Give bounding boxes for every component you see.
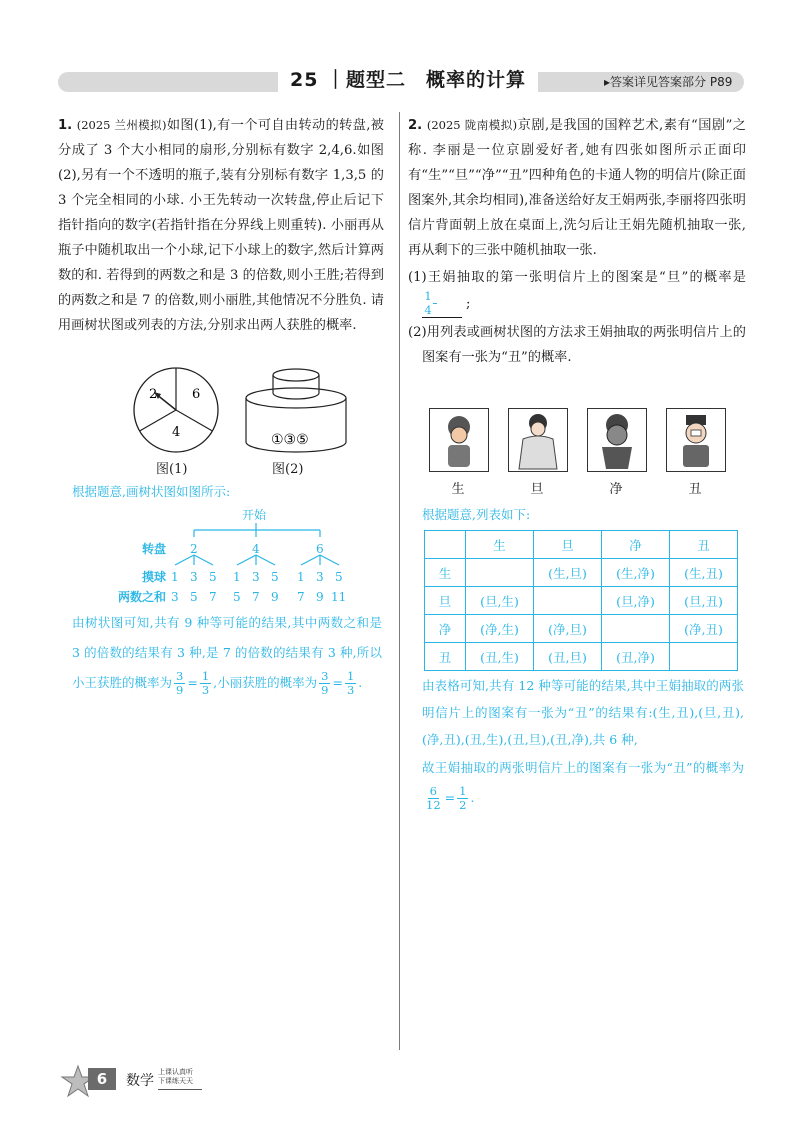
card-label: 旦 bbox=[530, 482, 544, 497]
figure-1-caption: 图(1) bbox=[156, 462, 188, 477]
question-1-answer-intro: 根据题意,画树状图如图所示: bbox=[72, 484, 231, 499]
question-2-answer-intro: 根据题意,列表如下: bbox=[422, 507, 531, 522]
table-row: 丑 (丑,生) (丑,旦) (丑,净) bbox=[425, 643, 738, 671]
tree-level2-node: 5 bbox=[271, 570, 279, 584]
tree-level2-node: 5 bbox=[335, 570, 343, 584]
tree-diagram bbox=[60, 505, 380, 609]
opera-card-chou bbox=[666, 408, 726, 472]
tree-sum-label: 两数之和 bbox=[118, 590, 167, 604]
figure-2-caption: 图(2) bbox=[272, 462, 304, 477]
tree-sum: 9 bbox=[316, 590, 324, 604]
tree-level2-label: 摸球 bbox=[142, 570, 167, 584]
tree-sum: 7 bbox=[209, 590, 217, 604]
page-number: 6 bbox=[88, 1068, 116, 1090]
answer-reference: ▸答案详见答案部分 P89 bbox=[604, 75, 733, 89]
question-2-sub2: (2)用列表或画树状图的方法求王娟抽取的两张明信片上的图案有一张为“丑”的概率. bbox=[408, 325, 746, 365]
question-2-sub1: (1)王娟抽取的第一张明信片上的图案是“旦”的概率是 $\frac{1}{4}$ ; bbox=[408, 270, 746, 317]
spinner-number: 4 bbox=[172, 425, 181, 440]
tree-level2-node: 1 bbox=[233, 570, 241, 584]
tree-sum: 7 bbox=[297, 590, 305, 604]
page-title: 25 ｜题型二 概率的计算 bbox=[278, 63, 538, 97]
opera-card-dan bbox=[508, 408, 568, 472]
opera-card-sheng bbox=[429, 408, 489, 472]
table-header-row: 生 旦 净 丑 bbox=[425, 531, 738, 559]
question-1-figures bbox=[120, 360, 350, 460]
spinner-figure bbox=[134, 368, 218, 452]
sheng-character-icon bbox=[430, 409, 488, 471]
tree-sum: 11 bbox=[331, 590, 347, 604]
tree-level2-node: 3 bbox=[252, 570, 260, 584]
tree-sum: 5 bbox=[190, 590, 198, 604]
tree-sum: 5 bbox=[233, 590, 241, 604]
table-row: 净 (净,生) (净,旦) (净,丑) bbox=[425, 615, 738, 643]
opera-card-jing bbox=[587, 408, 647, 472]
footer-divider bbox=[158, 1089, 202, 1090]
question-2-text: 2. (2025 陇南模拟)京剧,是我国的国粹艺术,素有“国剧”之称. 李丽是一位京剧爱好者,她有四张如图所示正面印有“生”“旦”“净”“丑”四种角色的卡通人物的明信片(除正面图案外,其余均相同),准备送给好友王娟两张,李丽将四张明信片背面朝上放在桌面上,洗匀后让王娟先随机抽取一张,再从剩下的三张中随机抽取一张. bbox=[408, 118, 746, 258]
tree-level1-label: 转盘 bbox=[142, 542, 167, 556]
tree-level2-node: 1 bbox=[297, 570, 305, 584]
jing-character-icon bbox=[588, 409, 646, 471]
tree-level1-node: 2 bbox=[190, 542, 198, 556]
chou-character-icon bbox=[667, 409, 725, 471]
question-1 bbox=[58, 113, 384, 338]
table-row: 生 (生,旦) (生,净) (生,丑) bbox=[425, 559, 738, 587]
tree-sum: 3 bbox=[171, 590, 179, 604]
ball-numbers: ①③⑤ bbox=[271, 432, 309, 448]
tree-level2-node: 3 bbox=[316, 570, 324, 584]
table-row: 旦 (旦,生) (旦,净) (旦,丑) bbox=[425, 587, 738, 615]
column-divider bbox=[399, 112, 400, 1050]
dan-character-icon bbox=[509, 409, 567, 471]
card-label: 生 bbox=[451, 482, 465, 497]
card-label: 丑 bbox=[688, 482, 702, 497]
tree-level2-node: 5 bbox=[209, 570, 217, 584]
tree-level1-node: 4 bbox=[252, 542, 260, 556]
spinner-number: 2 bbox=[149, 387, 158, 402]
outcome-table bbox=[424, 530, 738, 671]
tree-level1-node: 6 bbox=[316, 542, 324, 556]
tree-level2-node: 3 bbox=[190, 570, 198, 584]
question-1-text: 1. (2025 兰州模拟)如图(1),有一个可自由转动的转盘,被分成了 3 个大小相同的扇形,分别标有数字 2,4,6.如图(2),另有一个不透明的瓶子,装有分别标有数字 1,3,5 的 3 个完全相同的小球. 小王先转动一次转盘,停止后记下指针指向的数字(若指针指在分界线上则重转). 小丽再从瓶子中随机取出一个小球,记下小球上的数字,然后计算两数的和. 若得到的两数之和是 3 的倍数,则小王胜;若得到的两数之和是 7 的倍数,则小丽胜,其他情况不分胜负. 请用画树状图或列表的方法,分别求出两人获胜的概率. bbox=[58, 118, 384, 333]
card-label: 净 bbox=[609, 482, 623, 497]
spinner-number: 6 bbox=[192, 387, 201, 402]
tree-level2-node: 1 bbox=[171, 570, 179, 584]
question-2 bbox=[408, 113, 746, 370]
footer-slogan: 上课认真听 下课练天天 bbox=[158, 1068, 193, 1085]
question-1-answer: 由树状图可知,共有 9 种等可能的结果,其中两数之和是 3 的倍数的结果有 3 种,是 7 的倍数的结果有 3 种,所以小王获胜的概率为 $\frac{3}{9}$ = $\frac{1}{3}$ ,小丽获胜的概率为 $\frac{3}{9}$ = $\frac{1}{3}$ . bbox=[72, 615, 382, 697]
tree-sum: 9 bbox=[271, 590, 279, 604]
question-2-answer: 由表格可知,共有 12 种等可能的结果,其中王娟抽取的两张明信片上的图案有一张为“丑”的结果有:(生,丑),(旦,丑),(净,丑),(丑,生),(丑,旦),(丑,净),共 6 种, 故王娟抽取的两张明信片上的图案有一张为“丑”的概率为 $\frac{6}{12}$ = $\frac{1}{2}$ . bbox=[422, 678, 744, 812]
tree-root: 开始 bbox=[242, 508, 267, 522]
tree-sum: 7 bbox=[252, 590, 260, 604]
footer-subject: 数学 bbox=[126, 1073, 154, 1089]
